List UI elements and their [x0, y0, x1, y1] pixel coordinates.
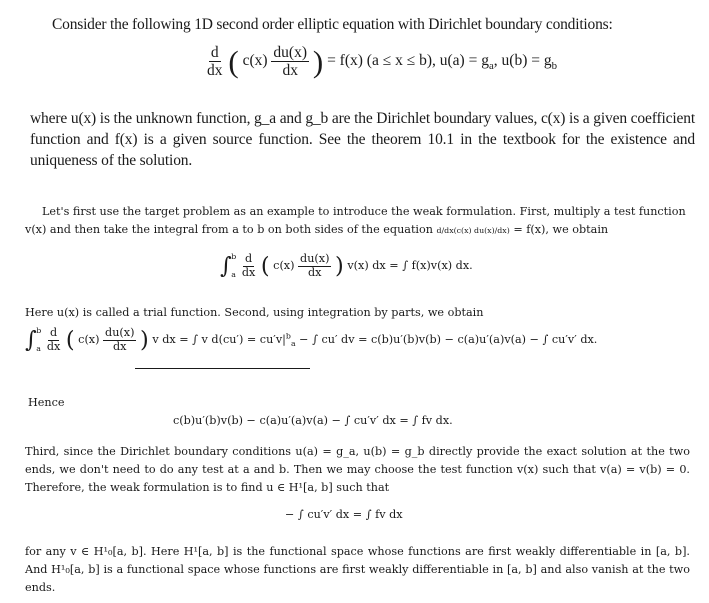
weak-intro-line-2	[25, 221, 700, 240]
du-dx-fraction	[271, 44, 309, 79]
coeff-c-3: c(x)	[78, 333, 100, 346]
coeff-c: c(x)	[242, 52, 268, 70]
dx-label-6: dx	[113, 339, 127, 353]
underline-rule	[135, 368, 310, 369]
left-paren-3: (	[65, 327, 75, 353]
du-dx-fraction-3	[103, 327, 136, 353]
eq3: c(b)u′(b)v(b) − c(a)u′(a)v(a) − ∫ cu′v′ dx = ∫ fv dx.	[173, 414, 453, 427]
weak-intro-line-2a: v(x) and then take the integral from a to b on both sides of the equation	[25, 223, 433, 236]
du-label-3: du(x)	[105, 326, 135, 340]
dx-label-4: dx	[308, 265, 322, 279]
equation-weak-form	[285, 506, 403, 524]
eq4: − ∫ cu′v′ dx = ∫ fv dx	[285, 508, 403, 521]
right-paren-2: )	[335, 253, 344, 279]
derivative-operator	[205, 44, 225, 79]
trial-function-text: Here u(x) is called a trial function. Second, using integration by parts, we obtain	[25, 306, 484, 319]
equation-integration-by-parts: ∫ b a $\frac{d}{dx}$ ( c(x) $\frac{du(x)}{dx}$ ) v dx = ∫ v $d(cu') = cu'v|^b_a$ − ∫ cu′ dv = c(b)u′(b)v(b) − c(a)u′(a)v(a) − ∫ cu′v′ dx.	[25, 322, 597, 358]
coeff-c-2: c(x)	[273, 259, 295, 272]
weak-intro-line-2b: = f(x), we obtain	[513, 223, 609, 236]
intro-text: Consider the following 1D second order elliptic equation with Dirichlet boundary conditions:	[52, 16, 613, 33]
dx-label-2: dx	[282, 62, 298, 80]
d-label-3: d	[244, 252, 253, 266]
function-space-paragraph: for any v ∈ H¹₀[a, b]. Here H¹[a, b] is the functional space whose functions are first weakly differentiable in [a, b]. And H¹₀[a, b] is a functional space whose functions are first weakly differentiable in [a, b] and also vanish at the two ends.	[25, 545, 690, 594]
eq1-rhs: v(x) dx = ∫ f(x)v(x) dx.	[347, 259, 473, 272]
dx-label-3: dx	[241, 265, 256, 279]
weak-intro-line-1: Let's first use the target problem as an example to introduce the weak formulation. First, multiply a test function	[42, 205, 686, 218]
equation-main: $\frac{d}{dx}$ ( c(x) $\frac{du(x)}{dx}$ ) = f(x) (a ≤ x ≤ b), $u(a) = g_a$, $u(b) = g_b$	[207, 44, 558, 80]
equation-hence	[173, 412, 453, 430]
eq2-rest: − ∫ cu′ dv = c(b)u′(b)v(b) − c(a)u′(a)v(a) − ∫ cu′v′ dx.	[295, 333, 598, 346]
right-paren-3: )	[140, 327, 149, 353]
dx-label: dx	[207, 62, 223, 80]
derivative-operator-3	[45, 327, 62, 353]
integral-limits-2: b a	[36, 326, 42, 353]
du-dx-fraction-2	[298, 253, 331, 279]
right-paren: )	[312, 44, 324, 80]
eq2-mid: v dx = ∫ v d(cu′) = cu′v|	[152, 333, 286, 346]
d-label-4: d	[49, 326, 58, 340]
left-paren: (	[228, 44, 239, 80]
dirichlet-paragraph: Third, since the Dirichlet boundary conditions u(a) = g_a, u(b) = g_b directly provide the exact solution at the two ends, we don't need to do any test at a and b. Then we may choose the test function v(x) such that v(a) = v(b) = 0. Therefore, the weak formulation is to find u ∈ H¹[a, b] such that	[25, 445, 690, 494]
dx-label-5: dx	[46, 339, 61, 353]
equation-rhs-2: , u(b) = g	[493, 52, 552, 70]
du-label: du(x)	[273, 44, 307, 61]
equation-integral-1	[220, 248, 473, 284]
d-label: d	[210, 44, 219, 61]
du-label-2: du(x)	[300, 252, 330, 266]
hence-text: Hence	[28, 396, 65, 409]
equation-rhs: = f(x) (a ≤ x ≤ b), u(a) = g	[327, 52, 489, 70]
integral-sign: ∫	[220, 253, 232, 279]
inline-equation: d/dx(c(x) du(x)/dx)	[436, 226, 510, 235]
left-paren-2: (	[260, 253, 270, 279]
integral-limits: b a	[231, 252, 237, 279]
derivative-operator-2	[240, 253, 257, 279]
integral-sign-2: ∫	[25, 327, 37, 353]
description-paragraph: where u(x) is the unknown function, g_a and g_b are the Dirichlet boundary values, c(x) is a given coefficient function and f(x) is a given source function. See the theorem 10.1 in the textbook for the existence and uniqueness of the solution.	[30, 110, 695, 169]
